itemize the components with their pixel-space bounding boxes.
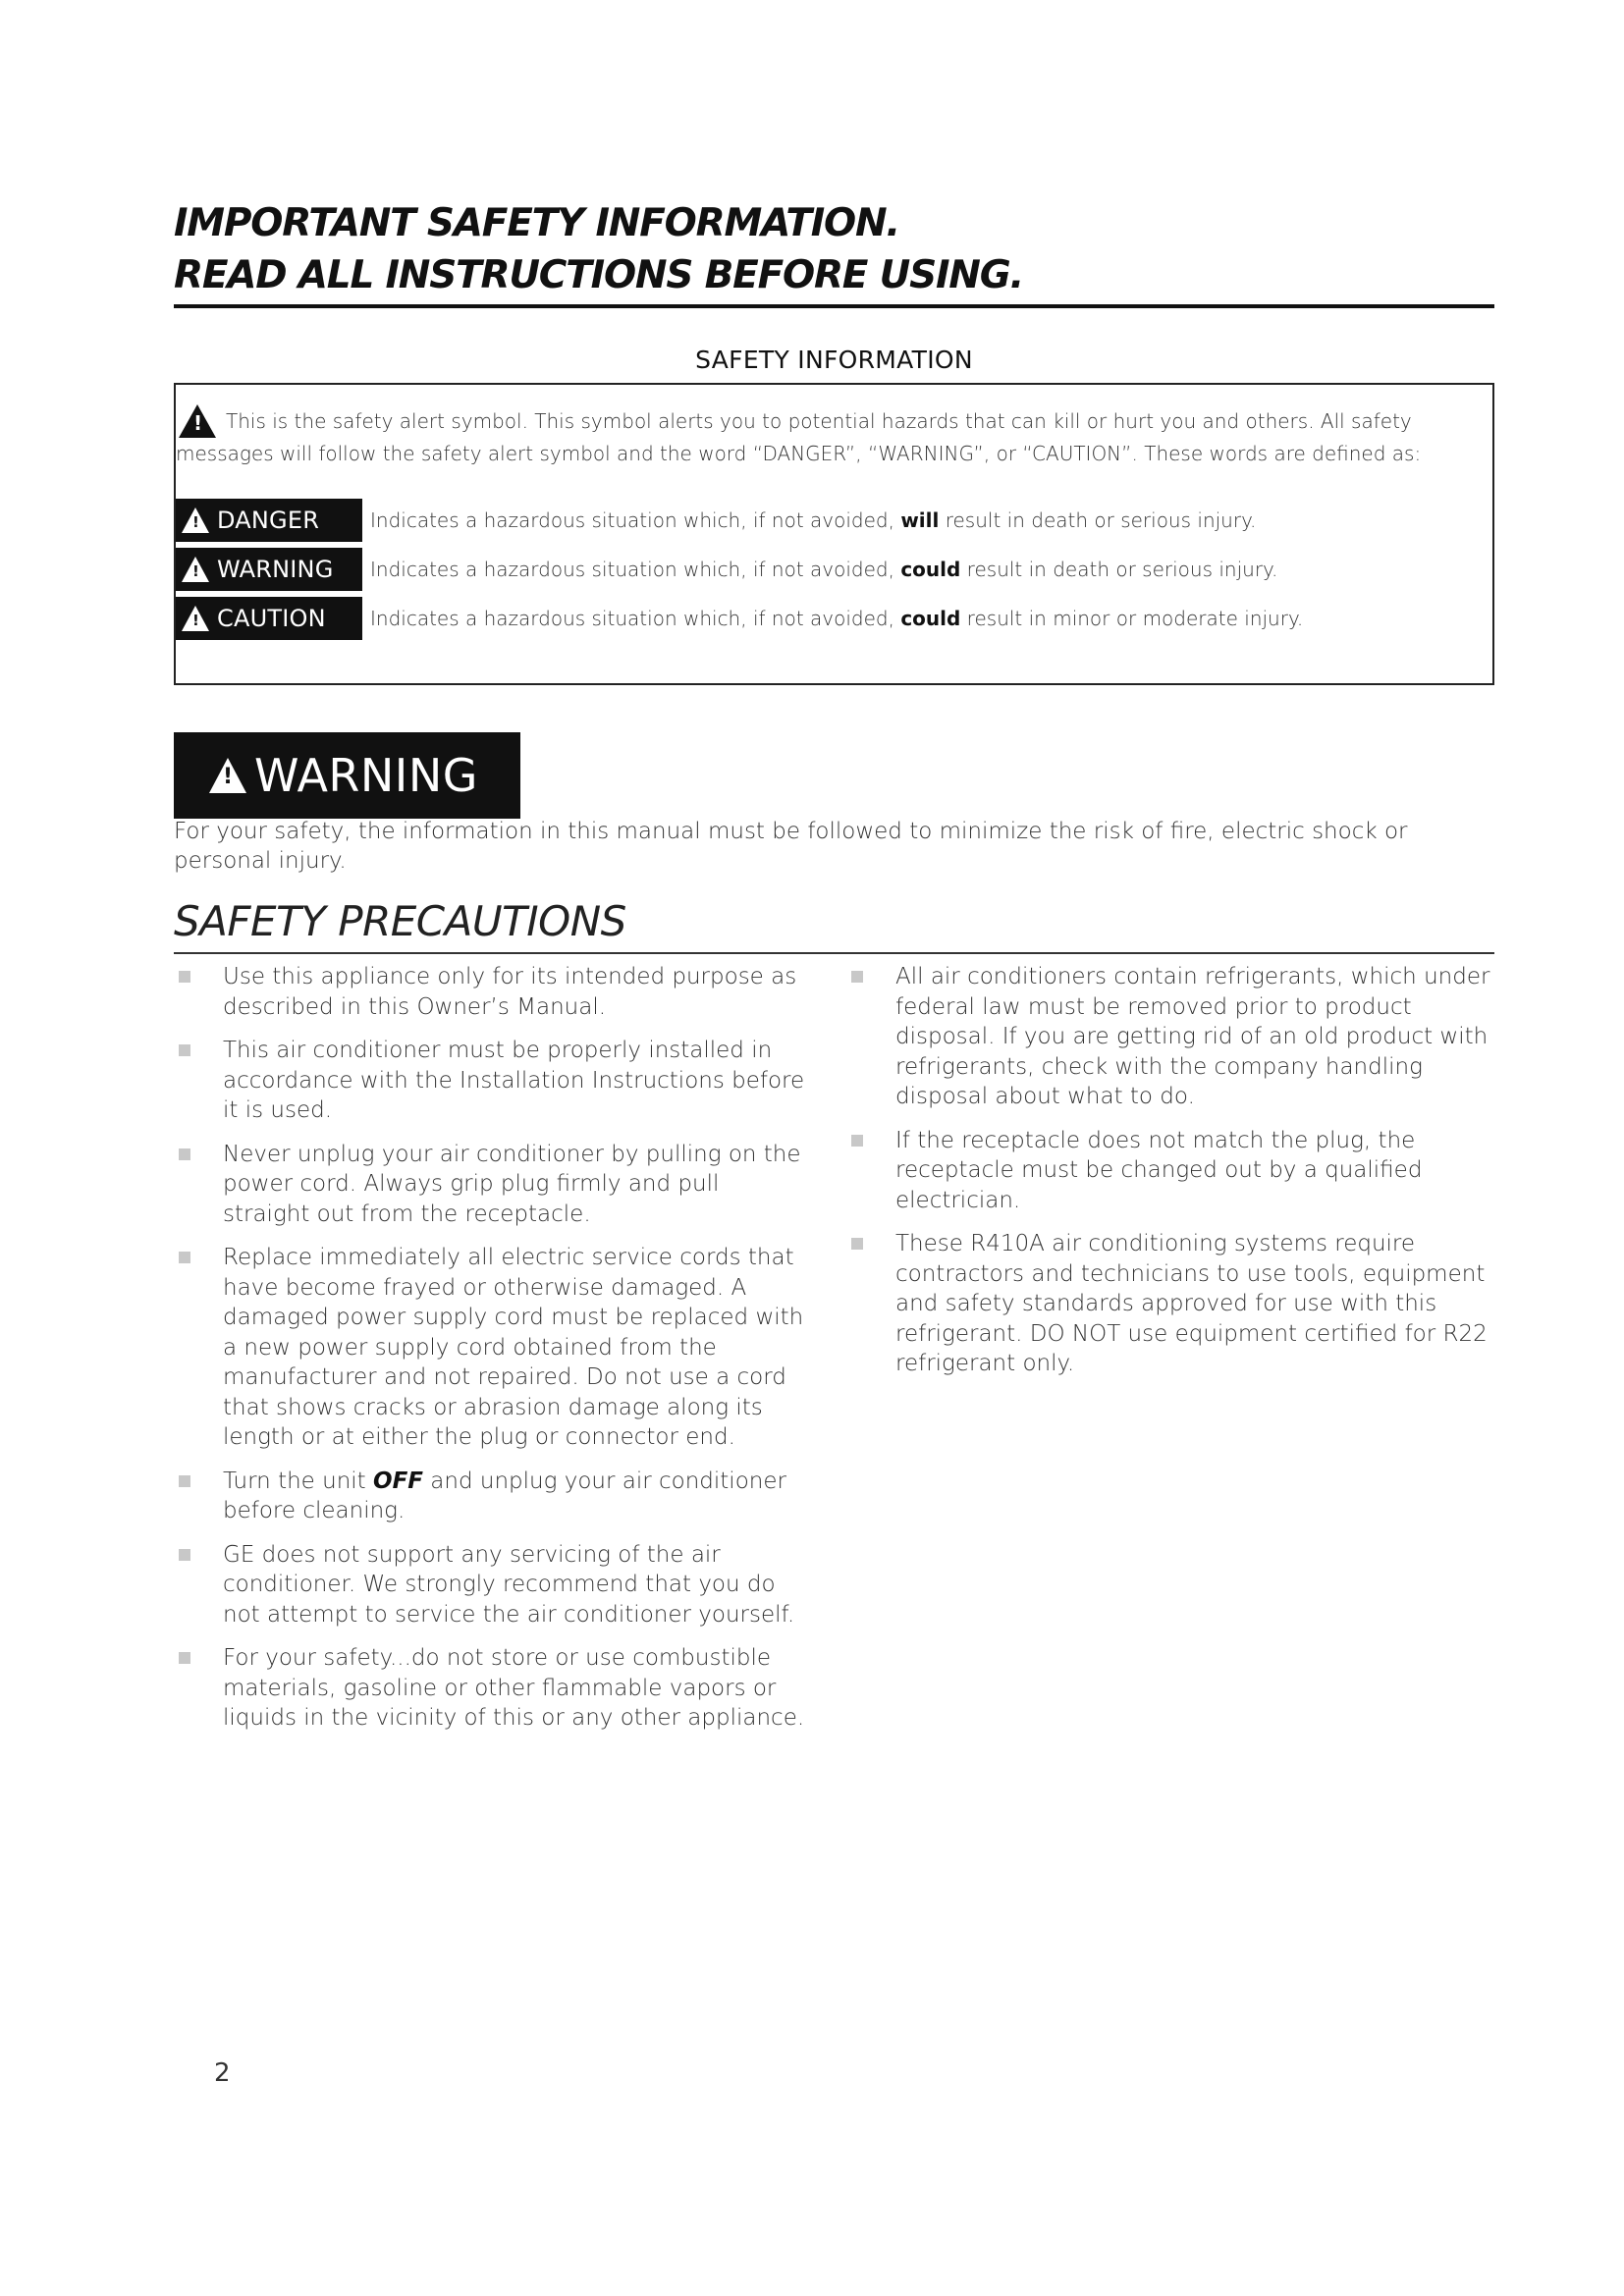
bullet-square-icon [179,1549,190,1561]
list-item: GE does not support any servicing of the air conditioner. We strongly recommend that you do not attempt to service the air conditioner yourself. [174,1540,812,1630]
page-title-line1: IMPORTANT SAFETY INFORMATION. [174,201,900,245]
danger-definition [176,499,1491,542]
danger-text: Indicates a hazardous situation which, if not avoided, will result in death or serious injury. [370,508,1257,532]
list-item: All air conditioners contain refrigerants, which under federal law must be removed prior to product disposal. If you are getting rid of an old product with refrigerants, check with the company handling disposal about what to do. [846,962,1514,1112]
intro-line1: This is the safety alert symbol. This symbol alerts you to potential hazards that can kill or hurt you and others. All safety [226,408,1412,433]
intro-line2: messages will follow the safety alert symbol and the word “DANGER”, “WARNING”, or “CAUTION”. These words are defined as: [176,442,1422,465]
alert-triangle-icon [209,758,246,793]
title-divider [174,304,1494,308]
list-item: Replace immediately all electric service cords that have become frayed or otherwise damaged. A damaged power supply cord must be replaced with a new power supply cord obtained from the manufacturer and not repaired. Do not use a cord that shows cracks or abrasion damage along its length or at either the plug or connector end. [174,1243,812,1453]
list-item: Turn the unit OFF and unplug your air conditioner before cleaning. [174,1467,812,1526]
bullet-square-icon [851,1135,863,1147]
list-item: Use this appliance only for its intended purpose as described in this Owner’s Manual. [174,962,812,1022]
list-item: These R410A air conditioning systems require contractors and technicians to use tools, equipment and safety standards approved for use with this refrigerant. DO NOT use equipment certified for R22 refrigerant only. [846,1229,1514,1379]
warning-definition [176,548,1491,591]
caution-label: CAUTION [217,605,326,632]
danger-badge [176,499,362,542]
bullet-square-icon [179,1044,190,1056]
precautions-left-column [174,962,812,1747]
warning-text: For your safety, the information in this manual must be followed to minimize the risk of fire, electric shock or personal injury. [174,819,1408,874]
warning-label: WARNING [217,556,334,583]
bullet-square-icon [179,1252,190,1263]
bullet-square-icon [851,1238,863,1250]
safety-intro [176,404,1491,470]
safety-information-box [174,383,1494,685]
precautions-right-column [846,962,1514,1393]
caution-definition [176,597,1491,640]
precautions-divider [174,952,1494,954]
warning-banner [174,732,520,819]
warning-badge [176,548,362,591]
safety-alert-icon [179,404,216,438]
alert-triangle-icon [182,507,209,533]
warning-banner-label: WARNING [254,749,478,802]
list-item: For your safety...do not store or use combustible materials, gasoline or other flammable vapors or liquids in the vicinity of this or any other appliance. [174,1643,812,1734]
alert-triangle-icon [182,606,209,631]
list-item: Never unplug your air conditioner by pulling on the power cord. Always grip plug firmly and pull straight out from the receptacle. [174,1140,812,1230]
bullet-square-icon [179,971,190,983]
caution-badge [176,597,362,640]
warning-def-text: Indicates a hazardous situation which, if not avoided, could result in death or serious injury. [370,558,1278,581]
caution-text: Indicates a hazardous situation which, if not avoided, could result in minor or moderate injury. [370,607,1304,630]
bullet-square-icon [179,1148,190,1160]
bullet-square-icon [851,971,863,983]
alert-triangle-icon [182,557,209,582]
page-number: 2 [214,2058,231,2088]
safety-information-heading: SAFETY INFORMATION [695,346,973,374]
list-item: If the receptacle does not match the plug, the receptacle must be changed out by a qualified electrician. [846,1126,1514,1216]
safety-precautions-title: SAFETY PRECAUTIONS [174,897,626,945]
bullet-square-icon [179,1475,190,1487]
bullet-square-icon [179,1652,190,1664]
list-item: This air conditioner must be properly installed in accordance with the Installation Instructions before it is used. [174,1036,812,1126]
danger-label: DANGER [217,507,320,534]
page-title-line2: READ ALL INSTRUCTIONS BEFORE USING. [174,253,1024,297]
